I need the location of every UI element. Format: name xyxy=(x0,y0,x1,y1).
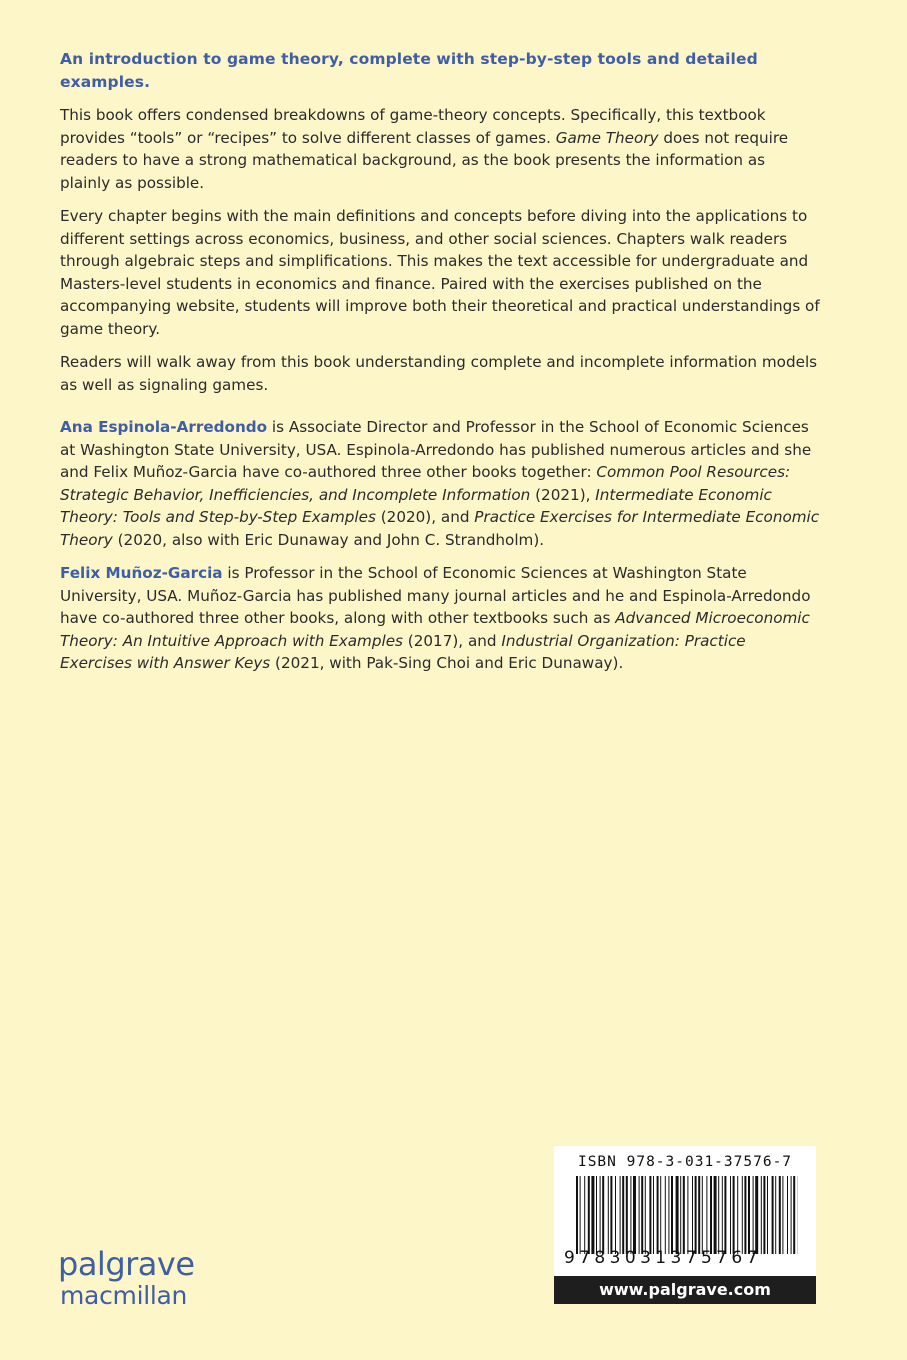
barcode-bar xyxy=(657,1176,659,1254)
barcode-bar xyxy=(584,1176,585,1254)
barcode-bar xyxy=(641,1176,643,1254)
barcode-bar xyxy=(698,1176,700,1254)
barcode-bar xyxy=(742,1176,743,1254)
barcode-bar xyxy=(755,1176,758,1254)
barcode-bar xyxy=(596,1176,597,1254)
barcode-bar xyxy=(602,1176,604,1254)
bio-munoz-book-1: Advanced Microeconomic Theory: An Intuitive Approach with Examples xyxy=(60,609,810,650)
barcode-bar xyxy=(706,1176,707,1254)
bio-espinola xyxy=(60,416,820,551)
barcode-bar xyxy=(591,1176,594,1254)
barcode-bar xyxy=(775,1176,776,1254)
bio-espinola-text-3: (2020), and xyxy=(375,508,475,526)
paragraph-intro-text-b: does not require readers to have a strong mathematical background, as the book presents the information as plainly as possible. xyxy=(60,128,789,192)
barcode-bar xyxy=(653,1176,654,1254)
barcode-bar xyxy=(649,1176,651,1254)
barcode-bar xyxy=(630,1176,631,1254)
barcode-bar xyxy=(718,1176,719,1254)
barcode-block xyxy=(554,1146,816,1304)
barcode-bar xyxy=(622,1176,624,1254)
paragraph-intro-text-a: This book offers condensed breakdowns of game-theory concepts. Specifically, this textbook provides “tools” or “recipes” to solve different classes of games. xyxy=(60,106,766,147)
barcode-bar xyxy=(730,1176,731,1254)
barcode-bar xyxy=(600,1176,601,1254)
barcode-bar xyxy=(692,1176,693,1254)
paragraph-intro xyxy=(60,104,820,194)
barcode-bar xyxy=(687,1176,688,1254)
barcode-bar xyxy=(761,1176,762,1254)
tagline: An introduction to game theory, complete with step-by-step tools and detailed examples. xyxy=(60,50,758,91)
barcode-bar xyxy=(724,1176,726,1254)
bio-munoz-text-2: (2017), and xyxy=(402,631,502,650)
barcode-bar xyxy=(639,1176,640,1254)
bio-munoz-text-3: (2021, with Pak-Sing Choi and Eric Dunaway). xyxy=(270,654,624,672)
barcode-bar xyxy=(683,1176,685,1254)
barcode-bars xyxy=(576,1176,798,1254)
barcode-bar xyxy=(676,1176,679,1254)
bio-munoz-book-2: Industrial Organization: Practice Exercises with Answer Keys xyxy=(60,631,746,672)
isbn-label: ISBN 978-3-031-37576-7 xyxy=(577,1154,793,1170)
barcode-bar xyxy=(767,1176,768,1254)
logo-line-palgrave: palgrave xyxy=(58,1245,195,1283)
bio-espinola-text-4: (2020, also with Eric Dunaway and John C. Strandholm). xyxy=(112,530,545,549)
barcode-bar xyxy=(787,1176,788,1254)
barcode-bar xyxy=(722,1176,723,1254)
publisher-logo xyxy=(58,1247,195,1311)
publisher-url: www.palgrave.com xyxy=(554,1276,816,1304)
barcode-bar xyxy=(588,1176,590,1254)
barcode-bar xyxy=(748,1176,750,1254)
barcode-bar xyxy=(714,1176,717,1254)
barcode-bar xyxy=(660,1176,661,1254)
back-cover-text xyxy=(60,48,820,686)
barcode-bar xyxy=(633,1176,636,1254)
book-title-game-theory: Game Theory xyxy=(555,128,659,147)
logo-line-macmillan: macmillan xyxy=(60,1281,188,1310)
bio-munoz xyxy=(60,562,820,675)
barcode-bar xyxy=(782,1176,783,1254)
barcode-bar xyxy=(791,1176,792,1254)
barcode-bar xyxy=(763,1176,765,1254)
paragraph-chapters: Every chapter begins with the main definitions and concepts before diving into the applications to different settings across economics, business, and other social sciences. Chapters walk readers through algebraic steps and simplifications. This makes the text accessible for undergraduate and Masters-level students in economics and finance. Paired with the exercises published on the accompanying website, students will improve both their theoretical and practical understandings of game theory. xyxy=(60,207,820,338)
bio-munoz-text-1: is Professor in the School of Economic Sciences at Washington State University, USA. Muñoz-Garcia has published many journal articles and he and Espinola-Arredondo have co-authored three other books, along with other textbooks such as xyxy=(60,564,811,627)
paragraph-readers: Readers will walk away from this book understanding complete and incomplete information models as well as signaling games. xyxy=(60,353,818,394)
barcode-bar xyxy=(695,1176,697,1254)
barcode-bar xyxy=(753,1176,754,1254)
bio-espinola-book-1: Common Pool Resources: Strategic Behavior, Inefficiencies, and Incomplete Information xyxy=(60,463,791,504)
barcode-bar xyxy=(680,1176,681,1254)
barcode-digits: 9783031375767 xyxy=(564,1248,762,1268)
bio-espinola-book-2: Intermediate Economic Theory: Tools and Step-by-Step Examples xyxy=(60,485,772,526)
barcode-bar xyxy=(626,1176,628,1254)
barcode-bar xyxy=(665,1176,666,1254)
barcode-bar xyxy=(645,1176,646,1254)
barcode-bar xyxy=(702,1176,703,1254)
barcode-bar xyxy=(793,1176,795,1254)
barcode-bar xyxy=(744,1176,746,1254)
bio-espinola-text-2: (2021), xyxy=(530,485,596,504)
barcode-bar xyxy=(671,1176,673,1254)
barcode-bar xyxy=(576,1176,578,1254)
author-name-espinola: Ana Espinola-Arredondo xyxy=(60,418,268,436)
barcode-bar xyxy=(580,1176,581,1254)
barcode-bar xyxy=(668,1176,669,1254)
barcode-bar xyxy=(608,1176,609,1254)
barcode-bar xyxy=(737,1176,738,1254)
bio-espinola-book-3: Practice Exercises for Intermediate Economic Theory xyxy=(60,508,820,549)
bio-espinola-text-1: is Associate Director and Professor in the School of Economic Sciences at Washington State University, USA. Espinola-Arredondo has published numerous articles and she and Felix Muñoz-Garcia have co-authored three other books together: xyxy=(60,418,812,481)
barcode-bar xyxy=(779,1176,781,1254)
barcode-bar xyxy=(610,1176,612,1254)
barcode-bar xyxy=(733,1176,735,1254)
barcode-bar xyxy=(620,1176,621,1254)
author-name-munoz: Felix Muñoz-Garcia xyxy=(60,564,223,582)
barcode-bar xyxy=(710,1176,712,1254)
barcode-bar xyxy=(615,1176,616,1254)
barcode-bar xyxy=(772,1176,774,1254)
